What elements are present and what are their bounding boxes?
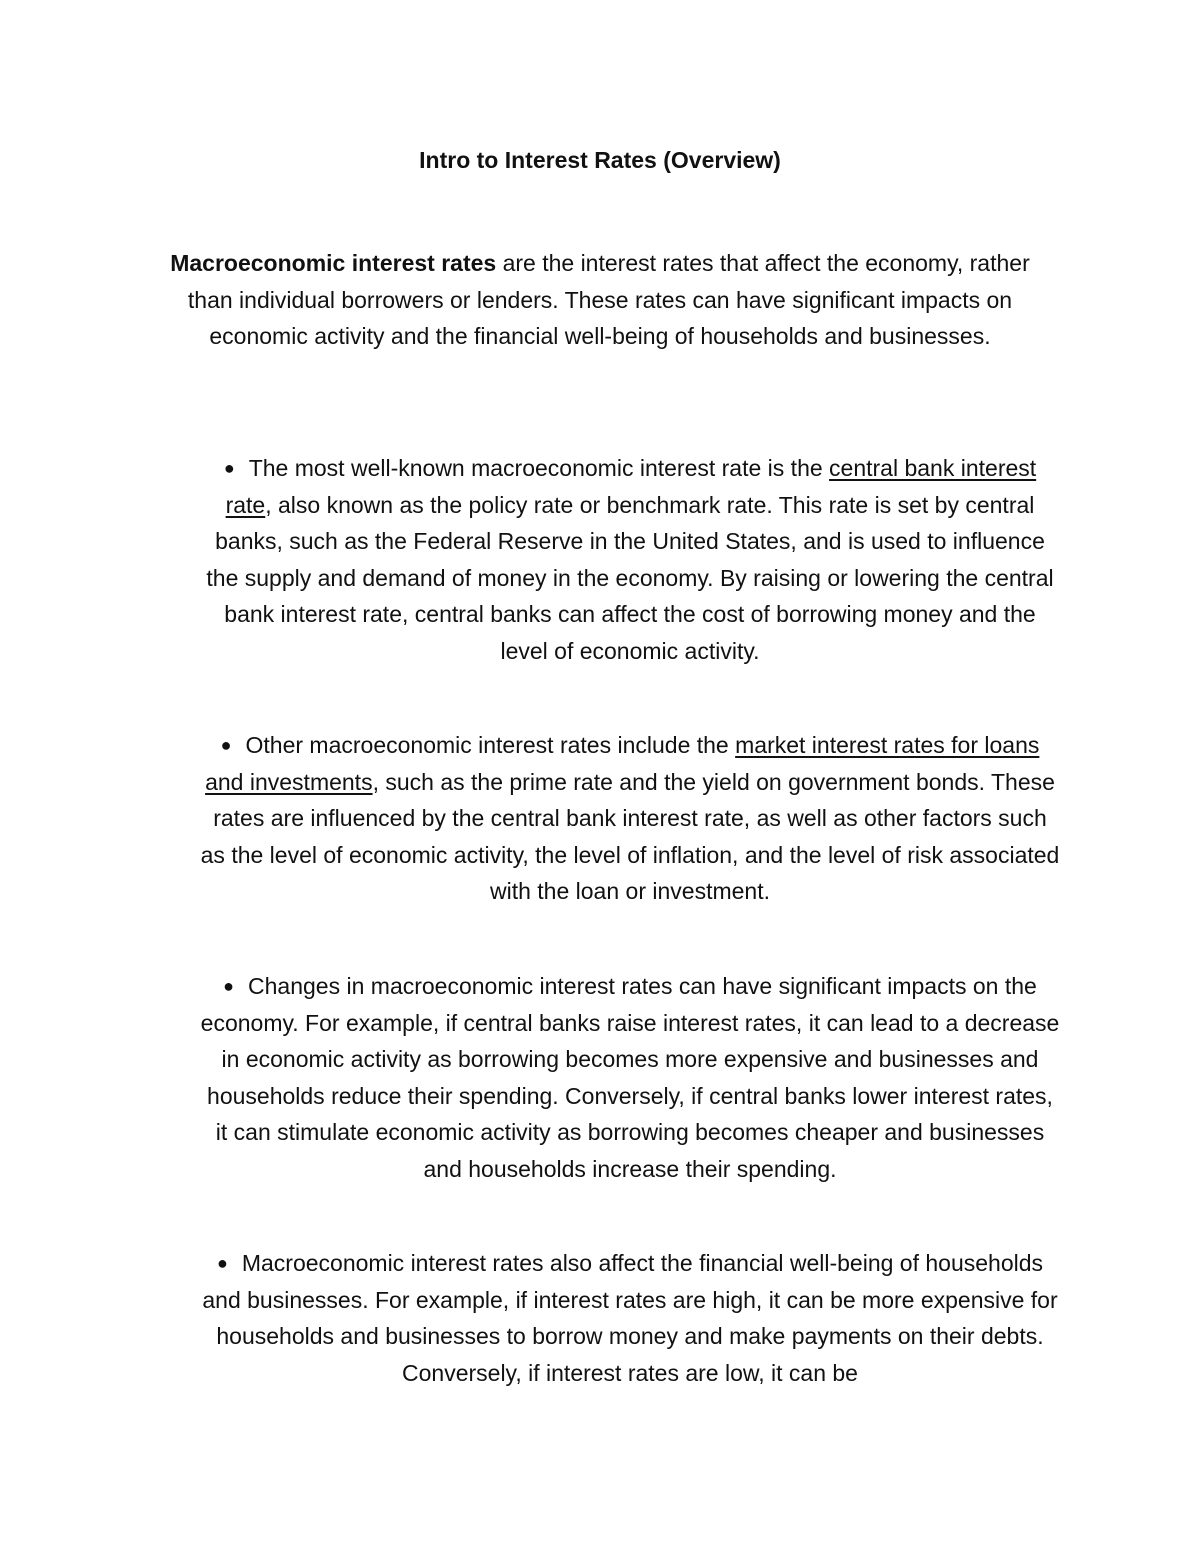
bullet-icon: ● — [223, 458, 235, 478]
bullet-item-market-rates — [200, 727, 1060, 910]
bullet-underlined-term: central bank interest rate — [225, 455, 1037, 518]
bullet-icon: ● — [220, 735, 232, 755]
intro-paragraph — [160, 245, 1040, 355]
bullet-item-central-bank-rate — [200, 450, 1060, 669]
bullet-underlined-term: market interest rates for loans and investments — [205, 732, 1040, 795]
document-title: Intro to Interest Rates (Overview) — [419, 147, 781, 173]
bullet-text-after: , also known as the policy rate or benchmark rate. This rate is set by central banks, such as the Federal Reserve in the United States, and is used to influence the supply and demand of money in the economy. By raising or lowering the central bank interest rate, central banks can affect the cost of borrowing money and the level of economic activity. — [206, 491, 1054, 664]
bullet-text-before: Other macroeconomic interest rates include the — [245, 732, 736, 758]
bullet-text: Macroeconomic interest rates also affect the financial well-being of households and businesses. For example, if interest rates are high, it can be more expensive for households and businesses to borrow money and make payments on their debts. Conversely, if interest rates are low, it can be — [202, 1250, 1058, 1386]
bullet-icon: ● — [216, 1253, 228, 1273]
bullet-item-financial-well-being — [200, 1245, 1060, 1391]
bullet-text-before: The most well-known macroeconomic interest rate is the — [248, 455, 830, 481]
intro-bold-term: Macroeconomic interest rates — [170, 250, 497, 276]
bullet-item-changes-in-rates — [200, 968, 1060, 1187]
bullet-text: Changes in macroeconomic interest rates can have significant impacts on the economy. For example, if central banks raise interest rates, it can lead to a decrease in economic activity as borrowing becomes more expensive and businesses and households reduce their spending. Conversely, if central banks lower interest rates, it can stimulate economic activity as borrowing becomes cheaper and businesses and households increase their spending. — [200, 973, 1060, 1182]
intro-text: are the interest rates that affect the economy, rather than individual borrowers or lenders. These rates can have significant impacts on economic activity and the financial well-being of households and businesses. — [187, 250, 1030, 349]
bullet-icon: ● — [223, 976, 235, 996]
bullet-text-after: , such as the prime rate and the yield on government bonds. These rates are influenced by the central bank interest rate, as well as other factors such as the level of economic activity, the level of inflation, and the level of risk associated with the loan or investment. — [200, 768, 1060, 904]
